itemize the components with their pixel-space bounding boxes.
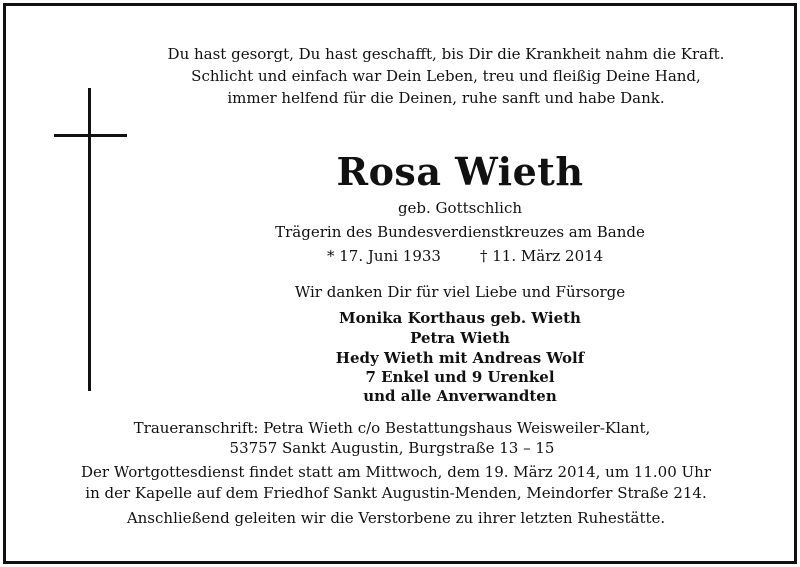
address-line-1: Traueranschrift: Petra Wieth c/o Bestattungshaus Weisweiler-Klant, [133, 419, 651, 437]
thanks-line: Wir danken Dir für viel Liebe und Fürsorge [294, 283, 626, 301]
mourner-1: Monika Korthaus geb. Wieth [339, 309, 581, 327]
mourner-4: 7 Enkel und 9 Urenkel [365, 368, 555, 386]
closing-line: Anschließend geleiten wir die Verstorbene zu ihrer letzten Ruhestätte. [126, 509, 666, 527]
address-line-2: 53757 Sankt Augustin, Burgstraße 13 – 15 [229, 439, 555, 457]
verse-line-3: immer helfend für die Deinen, ruhe sanft und habe Dank. [227, 89, 665, 107]
death-date: † 11. März 2014 [480, 247, 604, 265]
verse-line-2: Schlicht und einfach war Dein Leben, treu und fleißig Deine Hand, [191, 67, 701, 85]
service-line-1: Der Wortgottesdienst findet statt am Mittwoch, dem 19. März 2014, um 11.00 Uhr [81, 463, 711, 481]
honor-line: Trägerin des Bundesverdienstkreuzes am Bande [275, 223, 645, 241]
cross-icon-bar [54, 134, 127, 137]
birth-name: geb. Gottschlich [397, 199, 523, 217]
verse-line-1: Du hast gesorgt, Du hast geschafft, bis Dir die Krankheit nahm die Kraft. [167, 45, 725, 63]
mourner-3: Hedy Wieth mit Andreas Wolf [335, 349, 585, 367]
mourner-2: Petra Wieth [410, 329, 510, 347]
service-line-2: in der Kapelle auf dem Friedhof Sankt Augustin-Menden, Meindorfer Straße 214. [85, 484, 707, 502]
mourner-5: und alle Anverwandten [363, 387, 557, 405]
birth-date: * 17. Juni 1933 [327, 247, 441, 265]
deceased-name: Rosa Wieth [336, 149, 584, 194]
